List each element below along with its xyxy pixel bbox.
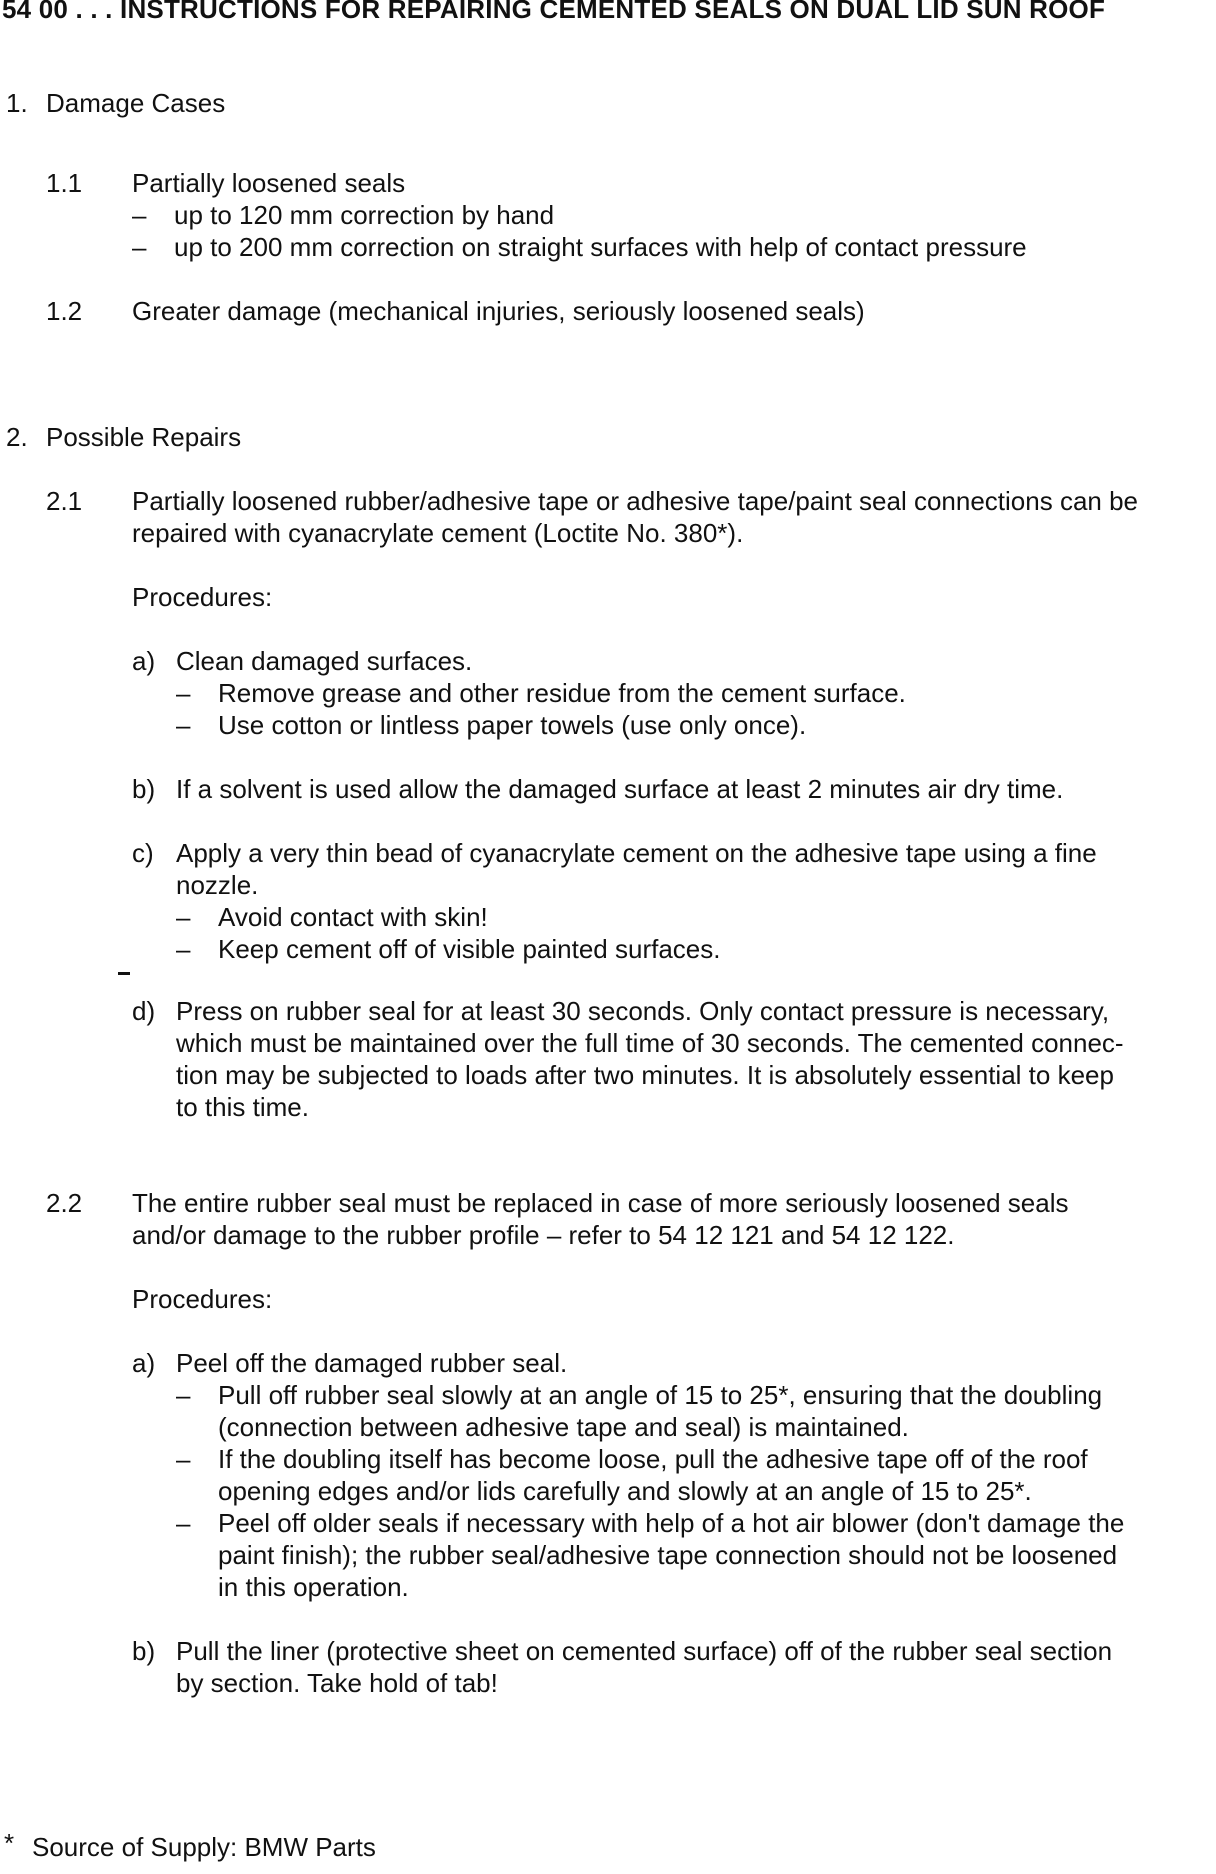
list-dash: – xyxy=(132,200,147,230)
step-marker: d) xyxy=(132,996,156,1026)
list-dash: – xyxy=(176,934,191,964)
paragraph-line: repaired with cyanacrylate cement (Loctite No. 380*). xyxy=(132,518,744,548)
step-marker: a) xyxy=(132,1348,156,1378)
step-text: Pull the liner (protective sheet on cemented surface) off of the rubber seal section xyxy=(176,1636,1113,1666)
list-dash: – xyxy=(132,232,147,262)
list-item: Avoid contact with skin! xyxy=(218,902,488,932)
step-marker: a) xyxy=(132,646,156,676)
list-dash: – xyxy=(176,1380,191,1410)
section-2-number: 2. xyxy=(6,422,28,452)
section-1-title: Damage Cases xyxy=(46,88,226,118)
list-item: Peel off older seals if necessary with help of a hot air blower (don't damage the xyxy=(218,1508,1125,1538)
section-2-2-number: 2.2 xyxy=(46,1188,83,1218)
step-text: to this time. xyxy=(176,1092,309,1122)
step-text: Press on rubber seal for at least 30 seconds. Only contact pressure is necessary, xyxy=(176,996,1110,1026)
footnote-text: Source of Supply: BMW Parts xyxy=(32,1832,376,1862)
step-marker: b) xyxy=(132,774,156,804)
list-item: Use cotton or lintless paper towels (use only once). xyxy=(218,710,807,740)
section-1-number: 1. xyxy=(6,88,28,118)
step-text: which must be maintained over the full time of 30 seconds. The cemented connec- xyxy=(176,1028,1124,1058)
paragraph-line: Partially loosened rubber/adhesive tape or adhesive tape/paint seal connections can be xyxy=(132,486,1139,516)
list-dash: – xyxy=(176,902,191,932)
list-item: up to 200 mm correction on straight surfaces with help of contact pressure xyxy=(174,232,1027,262)
section-1-1-title: Partially loosened seals xyxy=(132,168,406,198)
step-text: tion may be subjected to loads after two minutes. It is absolutely essential to keep xyxy=(176,1060,1114,1090)
section-1-1-number: 1.1 xyxy=(46,168,83,198)
list-item: Pull off rubber seal slowly at an angle of 15 to 25*, ensuring that the doubling xyxy=(218,1380,1103,1410)
list-item: Remove grease and other residue from the cement surface. xyxy=(218,678,906,708)
section-1-2-number: 1.2 xyxy=(46,296,83,326)
list-item: in this operation. xyxy=(218,1572,409,1602)
list-item: up to 120 mm correction by hand xyxy=(174,200,555,230)
procedures-label: Procedures: xyxy=(132,1284,273,1314)
list-dash: – xyxy=(176,678,191,708)
step-text: nozzle. xyxy=(176,870,259,900)
step-text: Clean damaged surfaces. xyxy=(176,646,473,676)
list-item: If the doubling itself has become loose, pull the adhesive tape off of the roof xyxy=(218,1444,1088,1474)
list-item: opening edges and/or lids carefully and slowly at an angle of 15 to 25*. xyxy=(218,1476,1032,1506)
document-header: 54 00 . . . INSTRUCTIONS FOR REPAIRING CEMENTED SEALS ON DUAL LID SUN ROOF xyxy=(2,0,1106,24)
step-marker: c) xyxy=(132,838,154,868)
step-text: Peel off the damaged rubber seal. xyxy=(176,1348,568,1378)
section-2-1-number: 2.1 xyxy=(46,486,83,516)
step-text: Apply a very thin bead of cyanacrylate cement on the adhesive tape using a fine xyxy=(176,838,1097,868)
paragraph-line: The entire rubber seal must be replaced in case of more seriously loosened seals xyxy=(132,1188,1069,1218)
section-1-2-title: Greater damage (mechanical injuries, seriously loosened seals) xyxy=(132,296,865,326)
section-2-title: Possible Repairs xyxy=(46,422,242,452)
list-dash: – xyxy=(176,1444,191,1474)
procedures-label: Procedures: xyxy=(132,582,273,612)
stray-mark xyxy=(118,972,130,975)
paragraph-line: and/or damage to the rubber profile – refer to 54 12 121 and 54 12 122. xyxy=(132,1220,955,1250)
list-item: Keep cement off of visible painted surfaces. xyxy=(218,934,721,964)
list-dash: – xyxy=(176,1508,191,1538)
list-dash: – xyxy=(176,710,191,740)
step-text: If a solvent is used allow the damaged surface at least 2 minutes air dry time. xyxy=(176,774,1064,804)
footnote-marker: * xyxy=(4,1828,15,1858)
list-item: paint finish); the rubber seal/adhesive tape connection should not be loosened xyxy=(218,1540,1118,1570)
list-item: (connection between adhesive tape and seal) is maintained. xyxy=(218,1412,909,1442)
step-marker: b) xyxy=(132,1636,156,1666)
step-text: by section. Take hold of tab! xyxy=(176,1668,498,1698)
